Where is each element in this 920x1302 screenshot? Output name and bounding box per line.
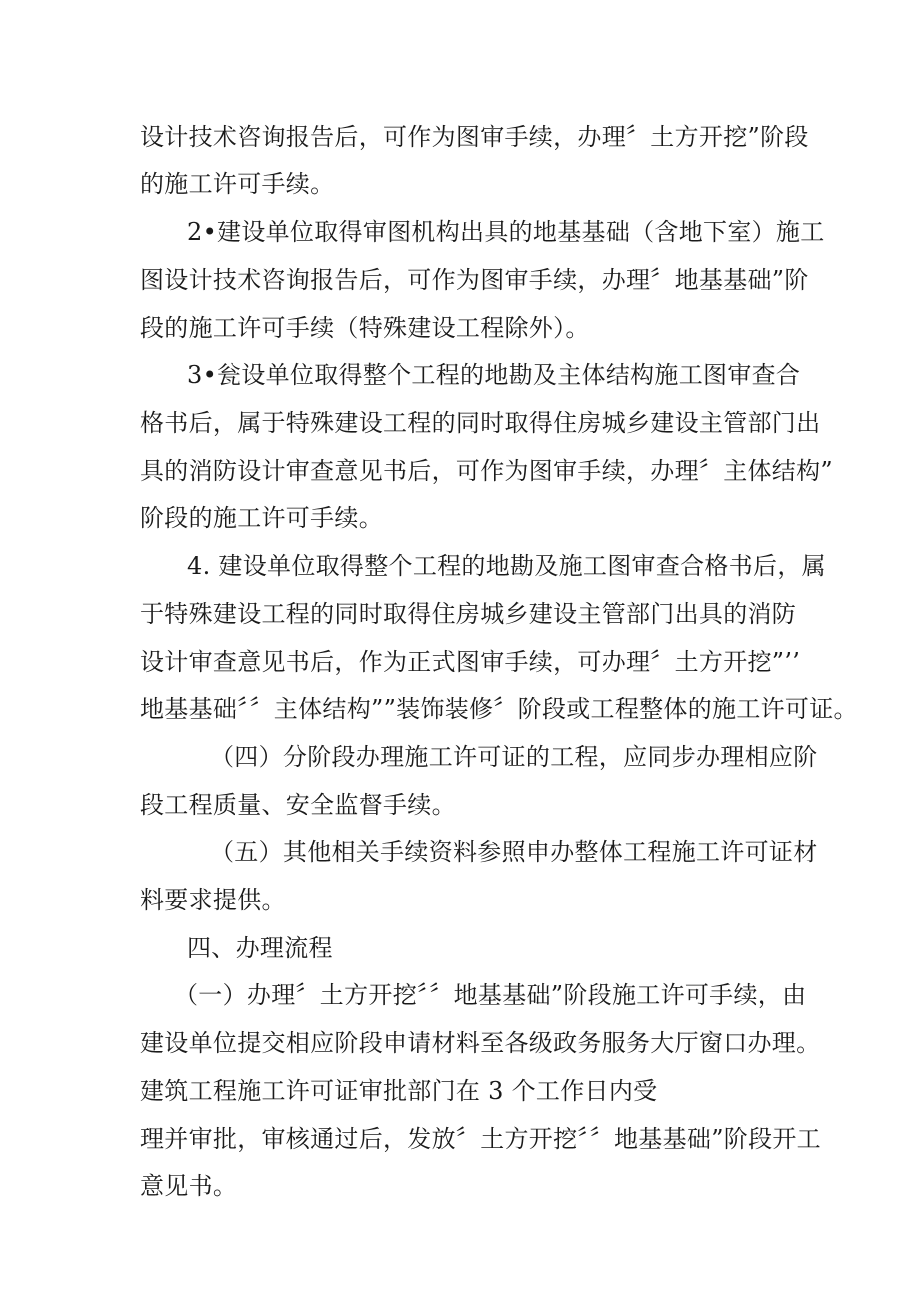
paragraph-line: 料要求提供。 (140, 886, 286, 914)
paragraph-line: （五）其他相关手续资料参照申办整体工程施工许可证材 (210, 838, 818, 866)
paragraph-line: 具的消防设计审查意见书后，可作为图审手续，办理〞主体结构” (140, 457, 833, 485)
paragraph-line: 设计审查意见书后，作为正式图审手续，可办理〞土方开挖”’’ (140, 648, 801, 676)
paragraph-line: 2•建设单位取得审图机构出具的地基基础（含地下室）施工 (187, 218, 825, 246)
paragraph-line: 于特殊建设工程的同时取得住房城乡建设主管部门出具的消防 (140, 600, 797, 628)
paragraph-line: 阶段的施工许可手续。 (140, 504, 383, 532)
paragraph-line: 段的施工许可手续（特殊建设工程除外）。 (140, 314, 590, 342)
paragraph-line: （四）分阶段办理施工许可证的工程，应同步办理相应阶 (210, 743, 818, 771)
paragraph-line: 的施工许可手续。 (140, 170, 335, 198)
paragraph-line: 地基基础〞〞主体结构””装饰装修〞阶段或工程整体的施工许可证。 (140, 695, 858, 723)
paragraph-line: 段工程质量、安全监督手续。 (140, 791, 456, 819)
paragraph-line: 图设计技术咨询报告后，可作为图审手续，办理〞地基基础”阶 (140, 266, 809, 294)
section-heading: 四、办理流程 (187, 934, 333, 962)
paragraph-line: 理并审批，审核通过后，发放〞土方开挖〞〞地基基础”阶段开工 (140, 1125, 821, 1153)
paragraph-line: 建设单位提交相应阶段申请材料至各级政务服务大厅窗口办理。 (140, 1029, 821, 1057)
paragraph-line: 3•瓮设单位取得整个工程的地勘及主体结构施工图审查合 (187, 361, 801, 389)
paragraph-line: 意见书。 (140, 1172, 238, 1200)
paragraph-line: 设计技术咨询报告后，可作为图审手续，办理〞土方开挖”阶段 (140, 123, 809, 151)
paragraph-line: 建筑工程施工许可证审批部门在 3 个工作日内受 (140, 1077, 658, 1105)
paragraph-line: 格书后，属于特殊建设工程的同时取得住房城乡建设主管部门出 (140, 409, 821, 437)
paragraph-line: （一）办理〞土方开挖〞〞地基基础”阶段施工许可手续，由 (174, 981, 807, 1009)
paragraph-line: 4. 建设单位取得整个工程的地勘及施工图审查合格书后，属 (187, 552, 826, 580)
